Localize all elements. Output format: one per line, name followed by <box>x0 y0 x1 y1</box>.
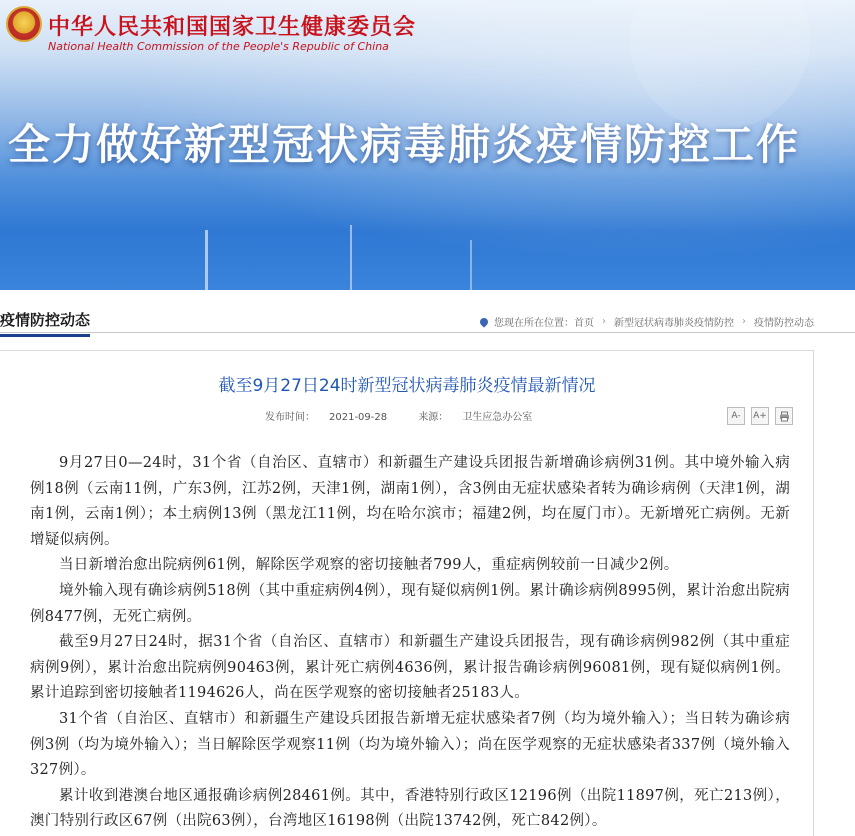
section-nav <box>0 305 855 333</box>
article-paragraph: 当日新增治愈出院病例61例，解除医学观察的密切接触者799人，重症病例较前一日减少2例。 <box>59 557 679 574</box>
breadcrumb <box>480 314 814 329</box>
section-title-tab[interactable]: 疫情防控动态 <box>0 309 90 337</box>
article-paragraph: 9月27日0—24时，31个省（自治区、直辖市）和新疆生产建设兵团报告新增确诊病例31例。其中境外输入病例18例（云南11例，广东3例，江苏2例，天津1例，湖南1例），含3例由无症状感染者转为确诊病例（天津1例，湖南1例，云南1例）；本土病例13例（黑龙江11例，均在哈尔滨市；福建2例，均在厦门市）。无新增死亡病例。无新增疑似病例。 <box>30 455 790 548</box>
print-icon <box>779 411 790 422</box>
national-emblem-logo <box>6 6 42 42</box>
banner-slogan: 全力做好新型冠状病毒肺炎疫情防控工作 <box>8 120 801 169</box>
article-paragraph: 31个省（自治区、直辖市）和新疆生产建设兵团报告新增无症状感染者7例（均为境外输入）；当日转为确诊病例3例（均为境外输入）；当日解除医学观察11例（均为境外输入）；尚在医学观察的无症状感染者337例（境外输入327例）。 <box>30 710 790 779</box>
article-card <box>0 350 814 836</box>
article-title: 截至9月27日24时新型冠状病毒肺炎疫情最新情况 <box>218 376 596 396</box>
publish-date: 2021-09-28 <box>329 412 388 423</box>
source-value: 卫生应急办公室 <box>462 412 533 423</box>
header-banner <box>0 0 855 290</box>
org-name-cn: 中华人民共和国国家卫生健康委员会 <box>48 15 417 40</box>
article-paragraph: 截至9月27日24时，据31个省（自治区、直辖市）和新疆生产建设兵团报告，现有确诊病例982例（其中重症病例9例），累计治愈出院病例90463例，累计死亡病例4636例，累计报告确诊病例96081例，现有疑似病例1例。累计追踪到密切接触者1194626人，尚在医学观察的密切接触者25183人。 <box>30 634 790 702</box>
article-tools <box>727 407 793 425</box>
font-increase-button[interactable]: A+ <box>751 407 769 425</box>
breadcrumb-covid-link[interactable]: 新型冠状病毒肺炎疫情防控 <box>614 318 734 329</box>
breadcrumb-current-link[interactable]: 疫情防控动态 <box>754 318 814 329</box>
breadcrumb-separator: › <box>742 316 746 327</box>
font-decrease-button[interactable]: A- <box>727 407 745 425</box>
org-name-en: National Health Commission of the People's Republic of China <box>48 40 389 53</box>
publish-label: 发布时间： <box>265 412 315 423</box>
nav-divider <box>0 332 855 333</box>
location-pin-icon <box>478 316 489 327</box>
print-button[interactable] <box>775 407 793 425</box>
source-label: 来源： <box>418 412 449 423</box>
article-meta <box>265 408 560 423</box>
article-paragraph: 累计收到港澳台地区通报确诊病例28461例。其中，香港特别行政区12196例（出院11897例，死亡213例），澳门特别行政区67例（出院63例），台湾地区16198例（出院13742例，死亡842例）。 <box>30 787 790 830</box>
breadcrumb-separator: › <box>602 316 606 327</box>
article-paragraph: 境外输入现有确诊病例518例（其中重症病例4例），现有疑似病例1例。累计确诊病例8995例，累计治愈出院病例8477例，无死亡病例。 <box>30 582 790 625</box>
breadcrumb-home-link[interactable]: 首页 <box>574 318 594 329</box>
breadcrumb-prefix: 您现在所在位置： <box>494 318 574 329</box>
article-body <box>30 451 790 835</box>
